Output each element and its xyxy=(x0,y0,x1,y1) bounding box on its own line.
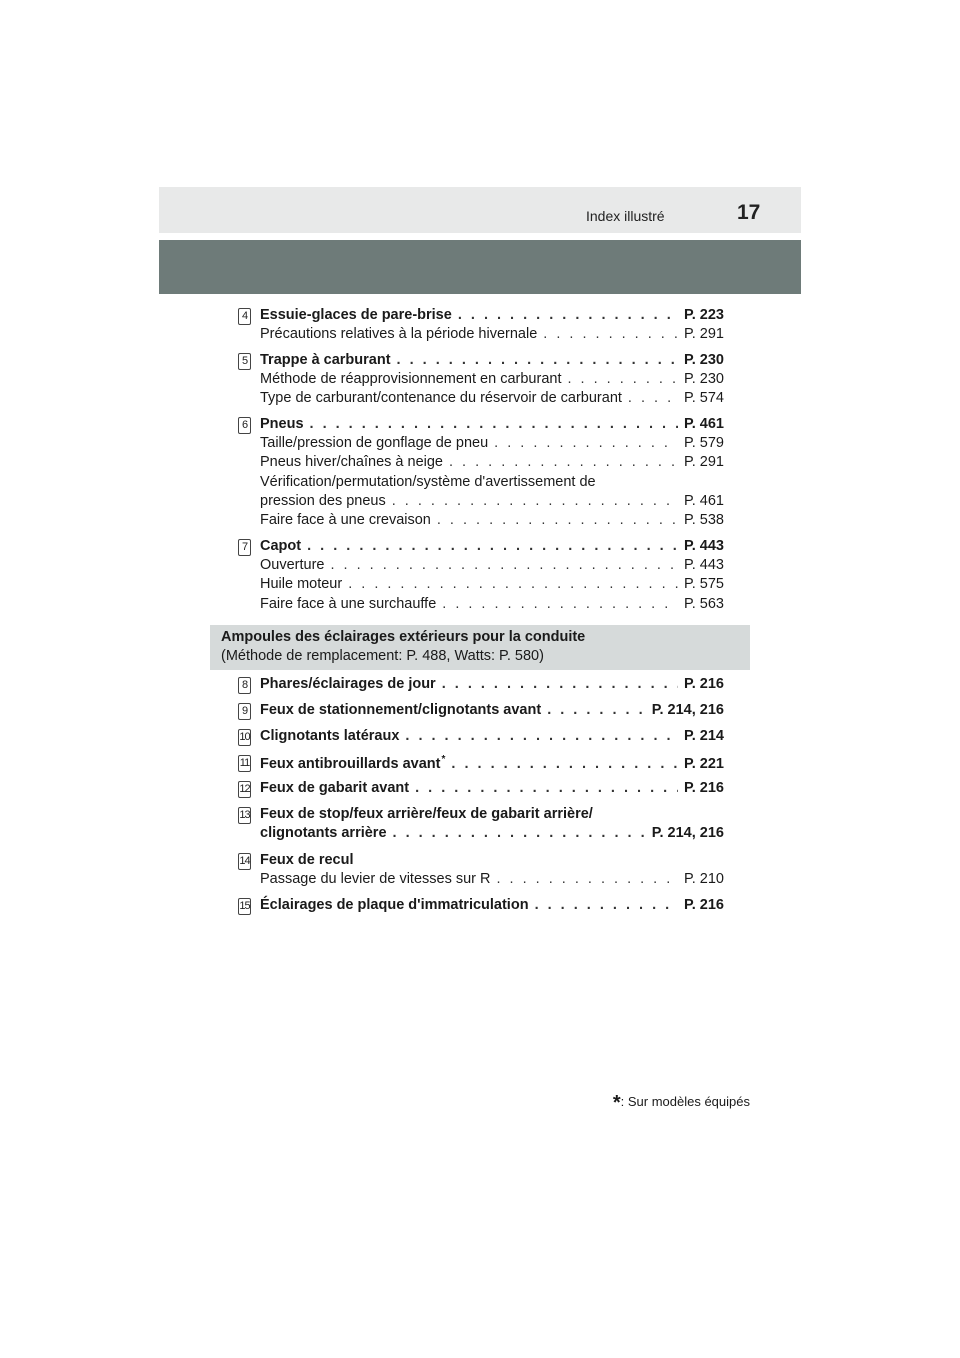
entry-label: Ouverture xyxy=(260,557,325,573)
page-ref: P. 461 xyxy=(683,493,724,509)
entry-label: Clignotants latéraux xyxy=(260,728,400,744)
lights-box-title: Ampoules des éclairages extérieurs pour la conduite xyxy=(221,629,586,645)
index-subentry[interactable] xyxy=(260,576,724,595)
page-ref: P. 216 xyxy=(683,780,724,796)
page-ref: P. 461 xyxy=(683,416,724,432)
entry-label: Précautions relatives à la période hivernale xyxy=(260,326,538,342)
item-number-badge: 5 xyxy=(238,353,251,370)
index-entry[interactable] xyxy=(260,897,724,916)
page-ref: P. 579 xyxy=(683,435,724,451)
index-subentry[interactable] xyxy=(260,596,724,615)
page-ref: P. 291 xyxy=(683,326,724,342)
index-subentry[interactable] xyxy=(260,454,724,473)
index-entry[interactable] xyxy=(260,728,724,747)
item-number-badge: 10 xyxy=(238,729,251,746)
page-ref: P. 538 xyxy=(683,512,724,528)
footnote-text: : Sur modèles équipés xyxy=(620,1094,750,1109)
page-ref: P. 443 xyxy=(683,557,724,573)
item-number-badge: 13 xyxy=(238,807,251,824)
index-subentry[interactable] xyxy=(260,390,724,409)
entry-label: Faire face à une crevaison xyxy=(260,512,431,528)
entry-label: Essuie-glaces de pare-brise xyxy=(260,307,452,323)
item-number-badge: 11 xyxy=(238,755,251,772)
entry-label: Méthode de réapprovisionnement en carburant xyxy=(260,371,562,387)
entry-label-line: Feux de stop/feux arrière/feux de gabarit arrière/ xyxy=(260,806,593,822)
item-number-badge: 15 xyxy=(238,898,251,915)
page-ref: P. 216 xyxy=(683,897,724,913)
page-ref: P. 291 xyxy=(683,454,724,470)
page-number: 17 xyxy=(737,201,761,224)
page-ref: P. 230 xyxy=(683,352,724,368)
item-number-badge: 12 xyxy=(238,781,251,798)
page-ref: P. 221 xyxy=(683,756,724,772)
item-number-badge: 9 xyxy=(238,703,251,720)
index-subentry[interactable] xyxy=(260,557,724,576)
index-subentry[interactable] xyxy=(260,435,724,454)
item-number-badge: 4 xyxy=(238,308,251,325)
section-title: Index illustré xyxy=(586,208,665,224)
index-entry[interactable] xyxy=(260,754,724,773)
page-ref: P. 214 xyxy=(683,728,724,744)
page-ref: P. 214, 216 xyxy=(651,825,724,841)
entry-label: Trappe à carburant xyxy=(260,352,391,368)
index-subentry[interactable] xyxy=(260,493,724,512)
entry-label: Feux de stationnement/clignotants avant xyxy=(260,702,542,718)
entry-label: Pneus hiver/chaînes à neige xyxy=(260,454,443,470)
entry-label-line: Vérification/permutation/système d'avertissement de xyxy=(260,474,596,490)
entry-label: Phares/éclairages de jour xyxy=(260,676,436,692)
entry-label: Feux antibrouillards avant xyxy=(260,756,441,772)
lights-box-subtitle: (Méthode de remplacement: P. 488, Watts: P. 580) xyxy=(221,648,544,664)
entry-label: Pneus xyxy=(260,416,304,432)
entry-label: Huile moteur xyxy=(260,576,343,592)
page-ref: P. 216 xyxy=(683,676,724,692)
index-entry[interactable] xyxy=(260,780,724,799)
page-ref: P. 574 xyxy=(683,390,724,406)
index-subentry[interactable] xyxy=(260,326,724,345)
index-subentry[interactable] xyxy=(260,371,724,390)
item-number-badge: 7 xyxy=(238,539,251,556)
page-ref: P. 210 xyxy=(683,871,724,887)
page-ref: P. 214, 216 xyxy=(651,702,724,718)
index-entry[interactable] xyxy=(260,825,724,844)
index-subentry[interactable] xyxy=(260,871,724,890)
item-number-badge: 8 xyxy=(238,677,251,694)
entry-label: Taille/pression de gonflage de pneu xyxy=(260,435,489,451)
entry-label-line: Feux de recul xyxy=(260,852,354,868)
page-ref: P. 443 xyxy=(683,538,724,554)
index-entry[interactable] xyxy=(260,352,724,371)
entry-label: Type de carburant/contenance du réservoir de carburant xyxy=(260,390,622,406)
index-entry[interactable] xyxy=(260,702,724,721)
index-entry[interactable] xyxy=(260,307,724,326)
index-subentry[interactable] xyxy=(260,512,724,531)
footnote-mark: * xyxy=(441,754,446,765)
index-entry[interactable] xyxy=(260,416,724,435)
footnote xyxy=(613,1092,750,1115)
entry-label: clignotants arrière xyxy=(260,825,387,841)
page-ref: P. 223 xyxy=(683,307,724,323)
footnote-mark: * xyxy=(612,1092,621,1114)
item-number-badge: 6 xyxy=(238,417,251,434)
entry-label: Éclairages de plaque d'immatriculation xyxy=(260,897,529,913)
entry-label: Feux de gabarit avant xyxy=(260,780,410,796)
entry-label: Faire face à une surchauffe xyxy=(260,596,437,612)
item-number-badge: 14 xyxy=(238,853,251,870)
index-entry[interactable] xyxy=(260,676,724,695)
entry-label: Capot xyxy=(260,538,302,554)
page-ref: P. 575 xyxy=(683,576,724,592)
entry-label: Passage du levier de vitesses sur R xyxy=(260,871,491,887)
index-entry[interactable] xyxy=(260,538,724,557)
page-ref: P. 230 xyxy=(683,371,724,387)
entry-label: pression des pneus xyxy=(260,493,386,509)
page-ref: P. 563 xyxy=(683,596,724,612)
